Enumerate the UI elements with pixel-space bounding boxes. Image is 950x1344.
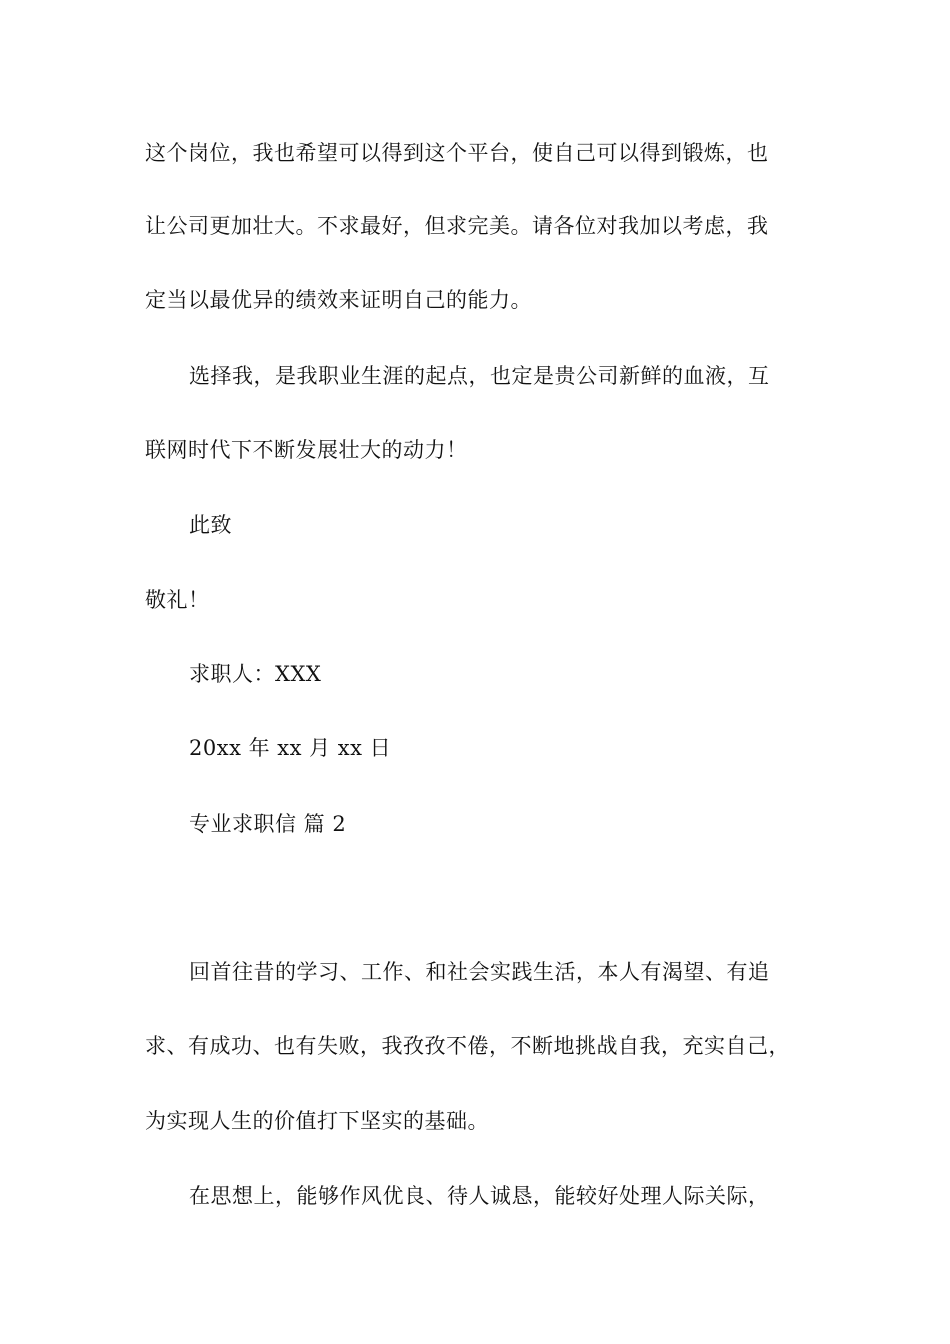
paragraph-1-line-1: 这个岗位，我也希望可以得到这个平台，使自己可以得到锻炼，也 — [145, 141, 769, 165]
section-heading: 专业求职信 篇 2 — [189, 812, 347, 836]
paragraph-3-line-2: 求、有成功、也有失败，我孜孜不倦，不断地挑战自我，充实自己， — [145, 1034, 790, 1058]
paragraph-3-line-1: 回首往昔的学习、工作、和社会实践生活，本人有渴望、有追 — [189, 960, 770, 984]
applicant-signature: 求职人：XXX — [189, 662, 322, 686]
closing-regards: 敬礼！ — [145, 588, 210, 612]
letter-date: 20xx 年 xx 月 xx 日 — [189, 736, 392, 760]
closing-salutation: 此致 — [189, 513, 232, 537]
paragraph-3-line-3: 为实现人生的价值打下坚实的基础。 — [145, 1109, 489, 1133]
paragraph-1-line-3: 定当以最优异的绩效来证明自己的能力。 — [145, 288, 532, 312]
paragraph-4-line-1: 在思想上，能够作风优良、待人诚恳，能较好处理人际关际， — [189, 1184, 770, 1208]
paragraph-2-line-1: 选择我，是我职业生涯的起点，也定是贵公司新鲜的血液，互 — [189, 364, 770, 388]
paragraph-1-line-2: 让公司更加壮大。不求最好，但求完美。请各位对我加以考虑，我 — [145, 214, 769, 238]
paragraph-2-line-2: 联网时代下不断发展壮大的动力！ — [145, 438, 468, 462]
